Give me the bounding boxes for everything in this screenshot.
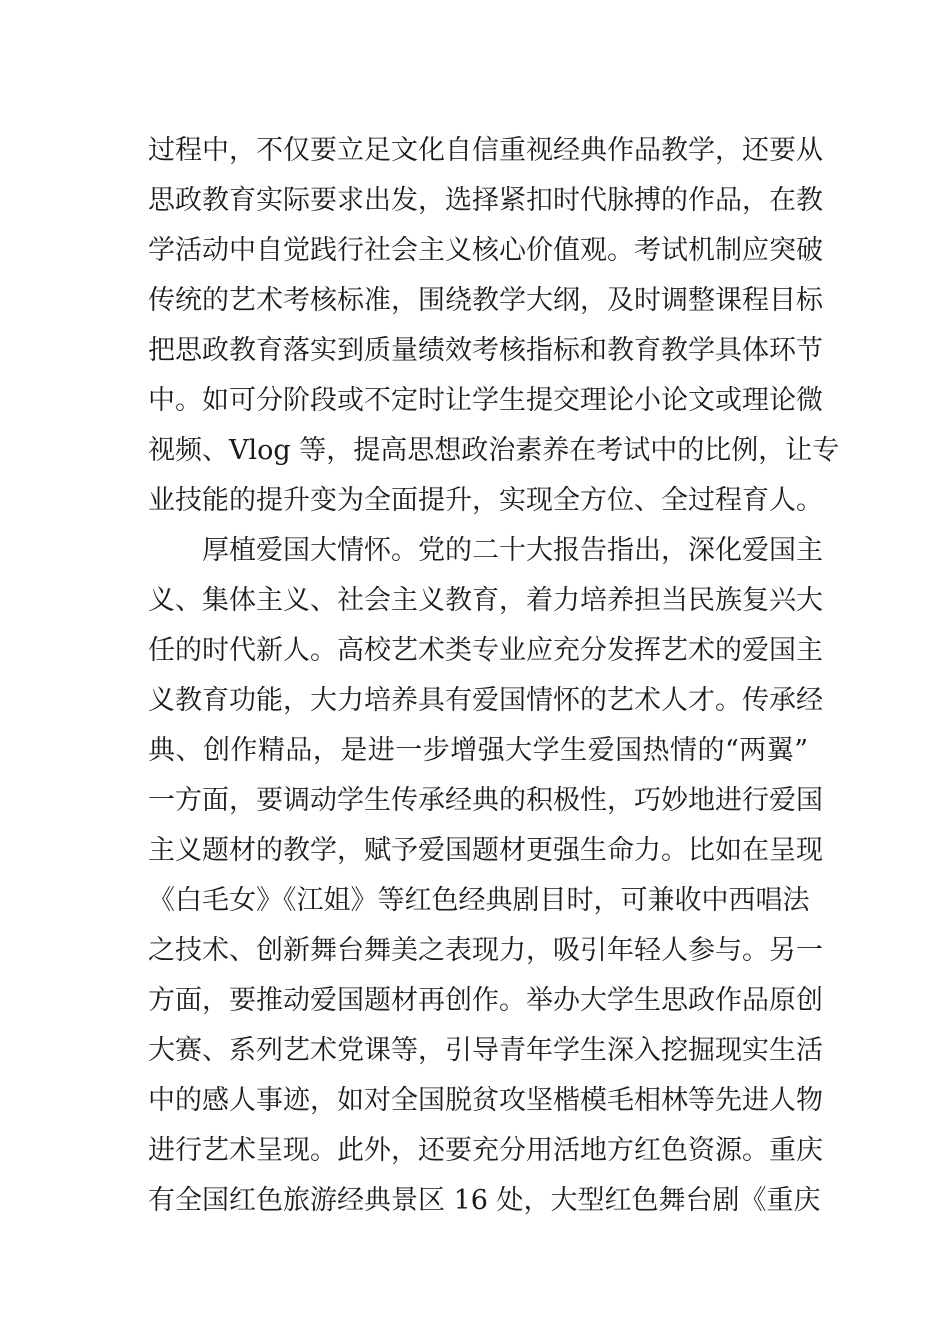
text-line: 传统的艺术考核标准，围绕教学大纲，及时调整课程目标 xyxy=(148,285,823,316)
paragraph-first-line: 厚植爱国大情怀。党的二十大报告指出，深化爱国主 xyxy=(202,535,823,566)
text-line: 《白毛女》《江姐》等红色经典剧目时，可兼收中西唱法 xyxy=(148,885,810,916)
text-line: 之技术、创新舞台舞美之表现力，吸引年轻人参与。另一 xyxy=(148,935,823,966)
text-line: 有全国红色旅游经典景区 16 处，大型红色舞台剧《重庆 xyxy=(148,1185,821,1216)
text-line: 一方面，要调动学生传承经典的积极性，巧妙地进行爱国 xyxy=(148,785,823,816)
text-line: 中。如可分阶段或不定时让学生提交理论小论文或理论微 xyxy=(148,385,823,416)
text-line: 典、创作精品，是进一步增强大学生爱国热情的“两翼” xyxy=(148,735,808,766)
text-line: 义、集体主义、社会主义教育，着力培养担当民族复兴大 xyxy=(148,585,823,616)
text-line: 进行艺术呈现。此外，还要充分用活地方红色资源。重庆 xyxy=(148,1135,823,1166)
text-line: 任的时代新人。高校艺术类专业应充分发挥艺术的爱国主 xyxy=(148,635,823,666)
text-line: 主义题材的教学，赋予爱国题材更强生命力。比如在呈现 xyxy=(148,835,823,866)
text-line: 视频、Vlog 等，提高思想政治素养在考试中的比例，让专 xyxy=(148,435,840,466)
text-line: 思政教育实际要求出发，选择紧扣时代脉搏的作品，在教 xyxy=(148,185,823,216)
body-text xyxy=(148,126,840,1226)
text-line: 把思政教育落实到质量绩效考核指标和教育教学具体环节 xyxy=(148,335,823,366)
text-line: 中的感人事迹，如对全国脱贫攻坚楷模毛相林等先进人物 xyxy=(148,1085,823,1116)
text-line: 大赛、系列艺术党课等，引导青年学生深入挖掘现实生活 xyxy=(148,1035,823,1066)
text-line: 过程中，不仅要立足文化自信重视经典作品教学，还要从 xyxy=(148,135,823,166)
text-line: 学活动中自觉践行社会主义核心价值观。考试机制应突破 xyxy=(148,235,823,266)
paragraph-end-line: 业技能的提升变为全面提升，实现全方位、全过程育人。 xyxy=(148,485,823,516)
text-line: 方面，要推动爱国题材再创作。举办大学生思政作品原创 xyxy=(148,985,823,1016)
text-line: 义教育功能，大力培养具有爱国情怀的艺术人才。传承经 xyxy=(148,685,823,716)
